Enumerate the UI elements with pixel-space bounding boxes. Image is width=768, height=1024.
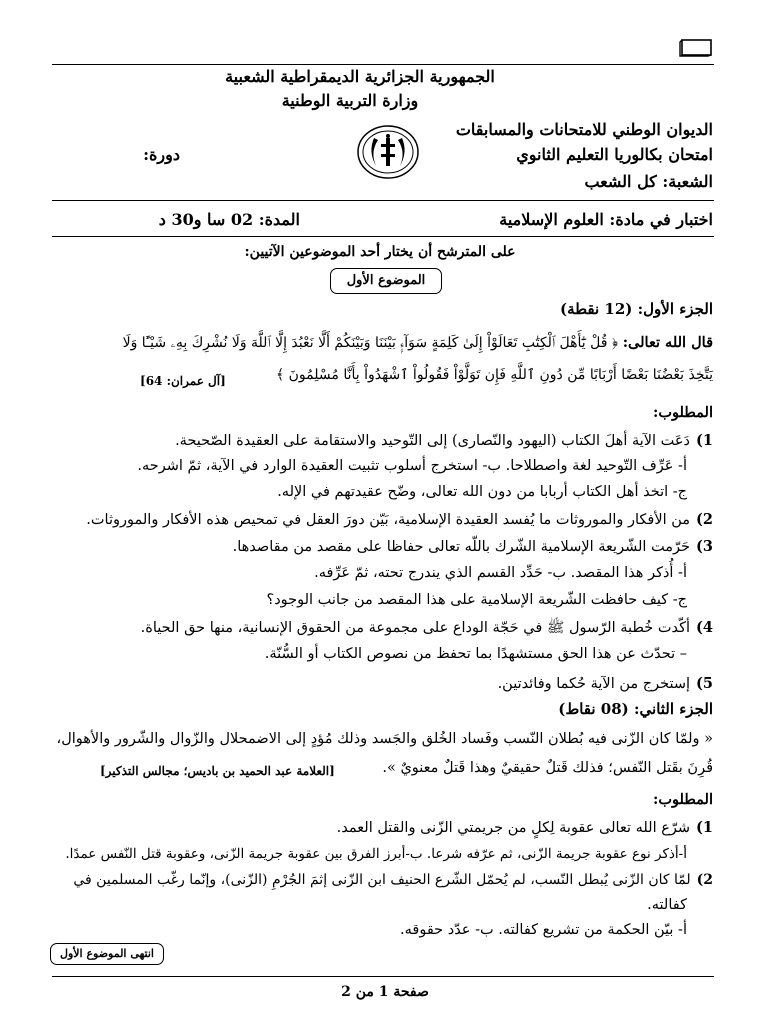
top-rule: [52, 64, 714, 65]
item-text: لمّا كان الزّنى يُبطل النّسب، لم يُحمّل الشّرع الحنيف ابن الزّنى إثمَ الجُرْمِ (الزّنى)، وإنّما رغّب المسلمين في: [73, 872, 691, 888]
list-item: [55, 872, 713, 888]
end-of-topic-label: انتهى الموضوع الأول: [50, 943, 164, 965]
part2-required: المطلوب:: [652, 791, 713, 808]
header-rule: [52, 200, 714, 201]
duration-label: المدة: 02 سا و30 د: [158, 210, 300, 229]
footer-rule: [52, 976, 714, 977]
item-number: 2): [696, 511, 713, 528]
item-text: أ- أُذكر هذا المقصد. ب- حَدِّد القسم الذي يندرج تحته، ثمّ عَرِّفه.: [314, 565, 687, 581]
item-text: إستخرج من الآية حُكما وفائدتين.: [497, 676, 691, 692]
verse-reference: [آل عمران: 64]: [140, 374, 226, 388]
verse-text-2: يَتَّخِذَ بَعْضُنَا بَعْضًا أَرْبَابًا مِّن دُونِ ٱللَّهِ فَإِن تَوَلَّوْاْ فَقُولُواْ ٱشْهَدُواْ بِأَنَّا مُسْلِمُونَ ﴾: [275, 367, 713, 383]
list-item: [55, 565, 713, 581]
page-number: صفحة 1 من 2: [341, 984, 429, 1000]
verse-line-1: [55, 334, 713, 351]
list-item: [55, 432, 713, 449]
part1-title: الجزء الأول: (12 نقطة): [559, 300, 713, 318]
item-text: حَرّمت الشّريعة الإسلامية الشّرك باللّه تعالى حفاظا على مقصد من مقاصدها.: [232, 539, 691, 555]
list-item: [55, 846, 713, 862]
item-text: أكّدت خُطبة الرّسول ﷺ في حَجّة الوداع على مجموعة من الحقوق الإنسانية، منها حق الحياة.: [140, 620, 691, 636]
notebook-icon: [679, 39, 713, 57]
item-text: ج- اتخذ أهل الكتاب أربابا من دون الله تعالى، وضّح عقيدتهم في الإله.: [277, 484, 687, 500]
item-number: 3): [696, 538, 713, 555]
list-item: [55, 819, 713, 836]
item-number: 1): [696, 432, 713, 449]
list-item: [55, 619, 713, 640]
item-text: من الأفكار والموروثات ما يُفسد العقيدة الإسلامية، بَيّن دورَ العقل في تمحيص هذه الأفكار والموروثات.: [86, 512, 691, 528]
stream-label: الشعبة: كل الشعب: [584, 172, 713, 191]
ministry-title: وزارة التربية الوطنية: [281, 91, 419, 110]
subject-label: اختبار في مادة: العلوم الإسلامية: [499, 210, 713, 229]
item-text: دَعَت الآية أهلَ الكتاب (اليهود والنّصارى) إلى التّوحيد والاستقامة على العقيدة الصّحيحة.: [175, 433, 691, 449]
list-item: [55, 538, 713, 555]
item-text: ج- كيف حافظت الشّريعة الإسلامية على هذا المقصد من جانب الوجود؟: [266, 592, 687, 608]
item-number: 4): [696, 619, 713, 636]
item-text: أ- بيّن الحكمة من تشريع كفالته. ب- عدّد حقوقه.: [400, 922, 687, 938]
verse-intro: قال الله تعالى:: [622, 334, 713, 351]
list-item: [55, 458, 713, 474]
item-text: أ-أذكر نوع عقوبة جريمة الزّنى، ثم عرّفه شرعا. ب-أبرز الفرق بين عقوبة جريمة الزّنى، وعقوبة قتل النّفس عمدًا.: [65, 846, 687, 862]
topic-label: الموضوع الأول: [330, 268, 442, 294]
list-item: [55, 897, 713, 913]
office-title: الديوان الوطني للامتحانات والمسابقات: [455, 120, 713, 139]
session-label: دورة:: [143, 145, 180, 164]
quote-reference: [العلامة عبد الحميد بن باديس؛ مجالس التذكير]: [100, 764, 335, 778]
subject-rule: [52, 236, 714, 237]
list-item: [55, 592, 713, 608]
part2-quote-line-1: « ولمّا كان الزّنى فيه بُطلان النّسب وفَساد الخُلق والجَسد وذلك مُؤدٍ إلى الاضمحلال والزّوال والشّرور والأهوال،: [56, 731, 713, 747]
onec-emblem-icon: [356, 124, 420, 180]
part1-required: المطلوب:: [652, 404, 713, 421]
part2-title: الجزء الثاني: (08 نقاط): [558, 700, 713, 718]
list-item: [55, 675, 713, 692]
instruction-text: على المترشح أن يختار أحد الموضوعين الآتيين:: [244, 244, 516, 260]
republic-title: الجمهورية الجزائرية الديمقراطية الشعبية: [225, 67, 495, 86]
exam-title: امتحان بكالوريا التعليم الثانوي: [516, 145, 713, 164]
item-text: – تحدّث عن هذا الحق مستشهدًا بما تحفظ من نصوص الكتاب أو السُّنّة.: [264, 646, 687, 662]
item-text: شرّع الله تعالى عقوبة لِكلٍ من جريمتي الزّنى والقتل العمد.: [336, 820, 691, 836]
quote-text-2: قُرِنَ بقَتل النّفس؛ فذلك قَتلٌ حقيقيٌ وهذا قَتلٌ معنويٌ ».: [382, 760, 713, 776]
list-item: [55, 484, 713, 500]
list-item: [55, 511, 713, 528]
verse-text-1: ﴿ قُلْ يَٰٓأَهْلَ ٱلْكِتَٰبِ تَعَالَوْاْ إِلَىٰ كَلِمَةٍ سَوَآءِۭ بَيْنَنَا وَبَيْنَكُمْ أَلَّا نَعْبُدَ إِلَّا ٱللَّهَ وَلَا نُشْرِكَ بِهِۦ شَيْـًٔا وَلَا: [122, 335, 619, 351]
item-number: 5): [696, 675, 713, 692]
list-item: [55, 646, 713, 662]
item-text: كفالته.: [647, 897, 687, 913]
list-item: [55, 922, 713, 938]
item-text: أ- عَرِّف التّوحيد لغة واصطلاحا. ب- استخرج أسلوب تثبيت العقيدة الوارد في الآية، ثمّ اشرحه.: [137, 458, 687, 474]
item-number: 1): [696, 819, 713, 836]
item-number: 2): [696, 872, 713, 888]
